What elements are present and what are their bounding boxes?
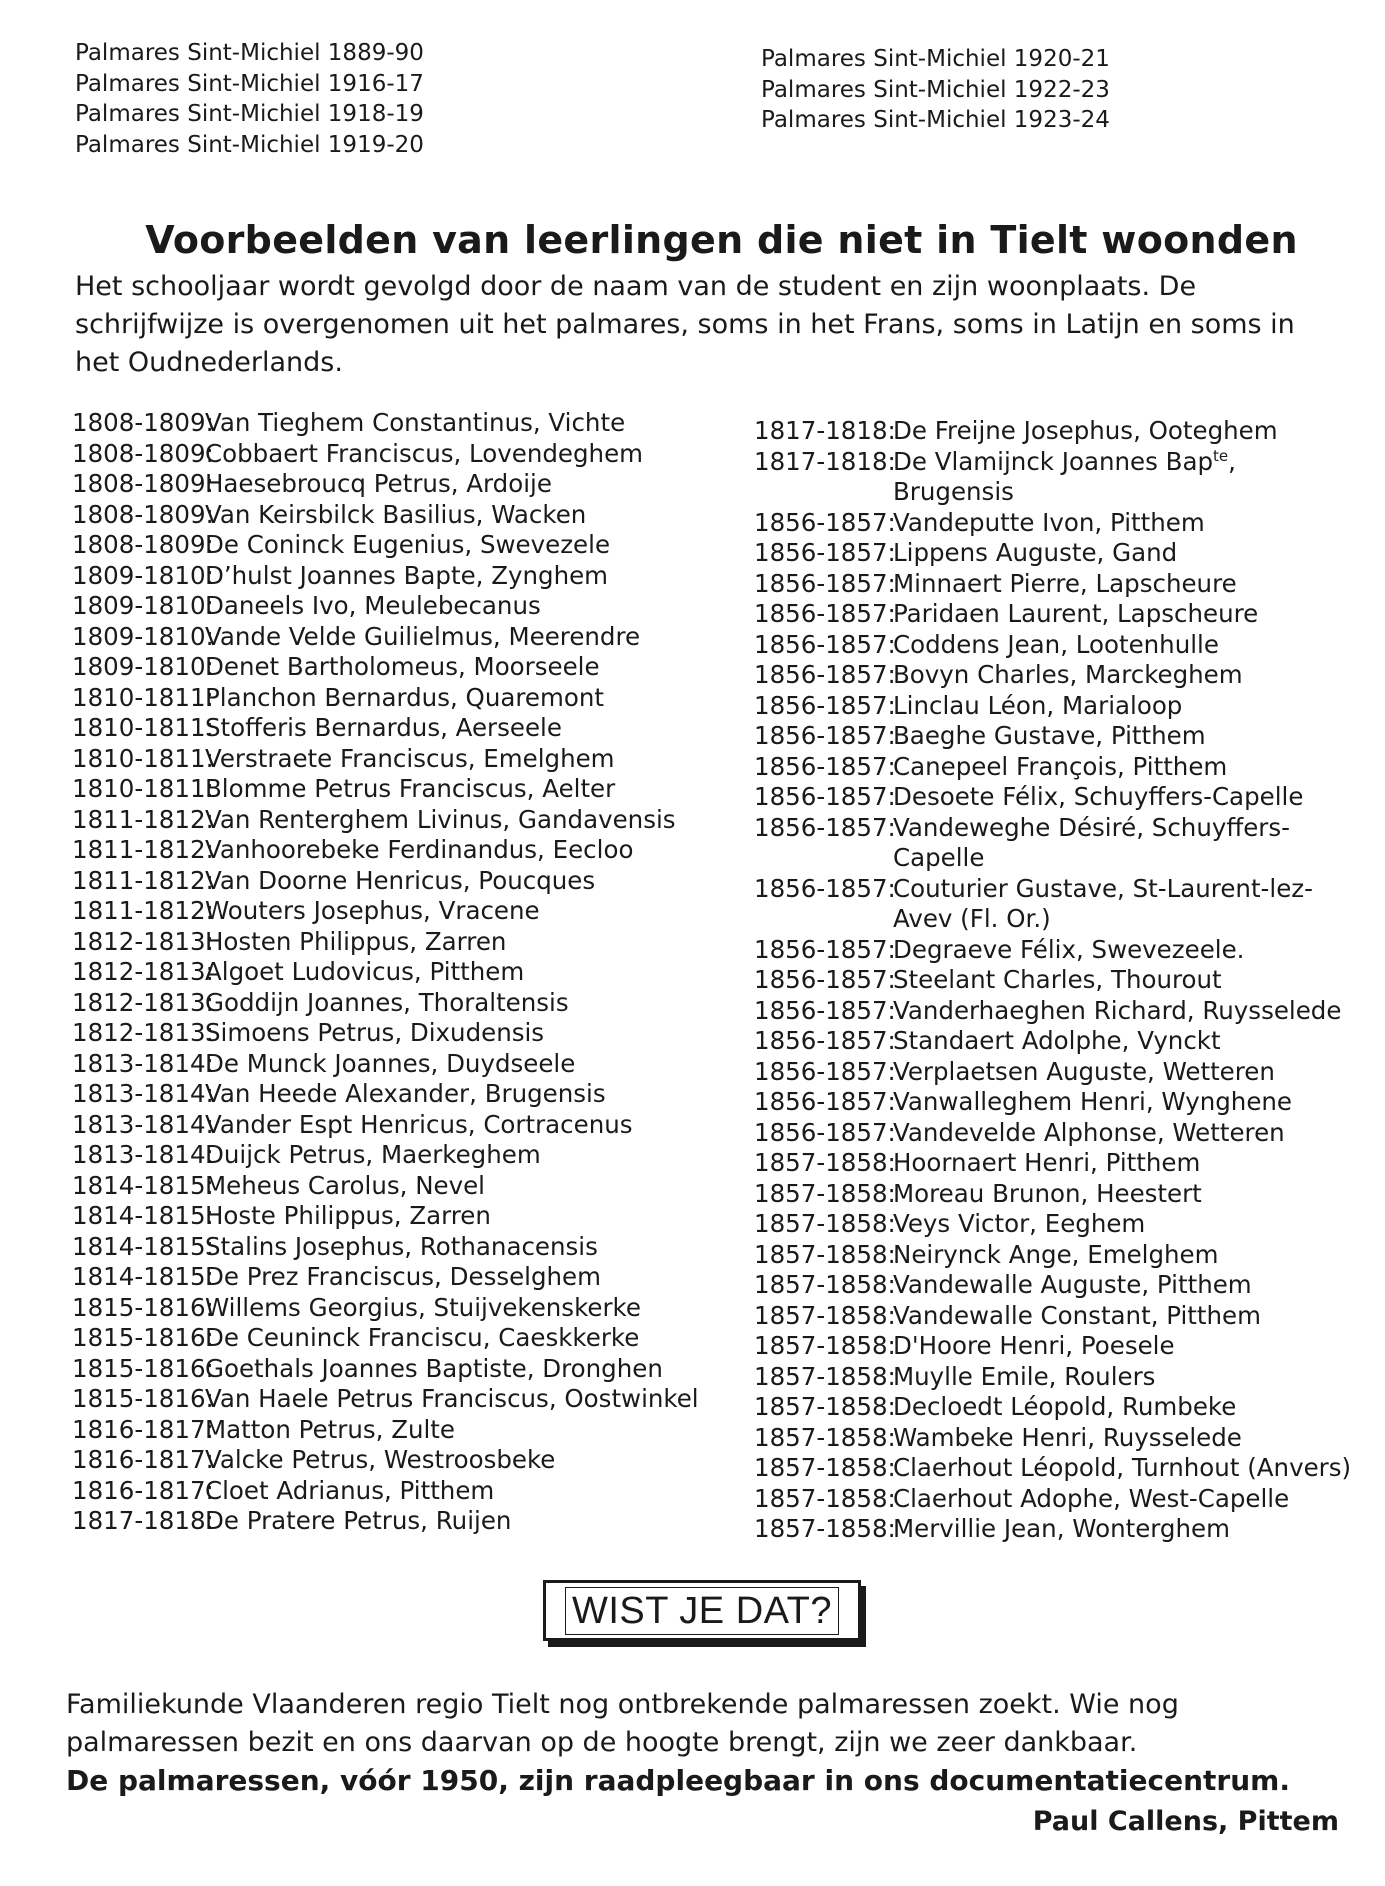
student-name-place: Neirynck Ange, Emelghem <box>893 1239 1219 1269</box>
student-entry <box>754 660 1354 691</box>
school-year: 1856-1857: <box>754 1117 896 1147</box>
student-entry <box>754 1453 1354 1484</box>
school-year: 1857-1858: <box>754 1422 896 1452</box>
student-entry <box>754 1026 1354 1057</box>
student-name-place: De Vlamijnck Joannes Bap$^{te}$, Brugensis <box>893 446 1236 506</box>
school-year: 1817-1818: <box>754 446 896 476</box>
student-name-place: Willems Georgius, Stuijvekenskerke <box>205 1292 641 1322</box>
student-name-place: D'Hoore Henri, Poesele <box>893 1331 1175 1360</box>
student-entry <box>754 1179 1354 1210</box>
school-year: 1857-1858: <box>754 1483 896 1513</box>
school-year: 1857-1858: <box>754 1331 896 1360</box>
school-year: 1815-1816: <box>72 1353 214 1383</box>
school-year: 1812-1813: <box>72 1018 214 1047</box>
school-year: 1813-1814: <box>72 1140 214 1169</box>
student-name-place: Van Haele Petrus Franciscus, Oostwinkel <box>205 1384 699 1413</box>
school-year: 1812-1813: <box>72 957 214 986</box>
school-year: 1813-1814: <box>72 1079 214 1108</box>
student-entry <box>72 652 712 683</box>
school-year: 1811-1812: <box>72 896 214 925</box>
student-name-place: Vandewalle Constant, Pitthem <box>893 1300 1261 1330</box>
student-entry <box>72 866 712 897</box>
student-name-place: Wambeke Henri, Ruysselede <box>893 1422 1242 1452</box>
student-name-place: De Pratere Petrus, Ruijen <box>205 1506 512 1535</box>
palmares-list-right <box>761 44 1110 136</box>
student-name-place: Canepeel François, Pitthem <box>893 751 1228 781</box>
school-year: 1856-1857: <box>754 873 896 903</box>
student-name-place: Goddijn Joannes, Thoraltensis <box>205 987 569 1017</box>
intro-paragraph: Het schooljaar wordt gevolgd door de naam van de student en zijn woonplaats. De schrijfwijze is overgenomen uit het palmares, soms in het Frans, soms in Latijn en soms in het Oudnederlands. <box>75 271 1295 378</box>
palmares-link[interactable]: Palmares Sint-Michiel 1920-21 <box>761 46 1110 72</box>
student-name-place: Vanderhaeghen Richard, Ruysselede <box>893 995 1342 1025</box>
student-entry <box>72 1293 712 1324</box>
students-list-right <box>754 416 1354 1545</box>
school-year: 1810-1811: <box>72 713 214 742</box>
student-entry <box>754 874 1354 935</box>
student-entry <box>72 1476 712 1507</box>
footer-bold-line: De palmaressen, vóór 1950, zijn raadpleegbaar in ons documentatiecentrum. <box>66 1764 1290 1797</box>
student-entry <box>72 1384 712 1415</box>
student-name-place: Vanwalleghem Henri, Wynghene <box>893 1087 1292 1116</box>
student-entry <box>754 1514 1354 1545</box>
school-year: 1812-1813: <box>72 926 214 956</box>
student-entry <box>72 1079 712 1110</box>
student-entry <box>72 896 712 927</box>
student-entry <box>754 782 1354 813</box>
student-entry <box>72 622 712 653</box>
student-entry <box>72 500 712 531</box>
school-year: 1857-1858: <box>754 1209 896 1238</box>
student-name-place: Valcke Petrus, Westroosbeke <box>205 1445 556 1474</box>
student-entry <box>72 1110 712 1141</box>
student-entry <box>754 1087 1354 1118</box>
school-year: 1857-1858: <box>754 1392 896 1421</box>
school-year: 1815-1816: <box>72 1323 214 1352</box>
school-year: 1856-1857: <box>754 599 896 628</box>
student-entry <box>754 935 1354 966</box>
school-year: 1857-1858: <box>754 1361 896 1391</box>
student-entry <box>72 805 712 836</box>
student-name-place: Baeghe Gustave, Pitthem <box>893 721 1206 750</box>
student-name-place: Standaert Adolphe, Vynckt <box>893 1026 1221 1055</box>
school-year: 1856-1857: <box>754 751 896 781</box>
student-entry <box>754 1301 1354 1332</box>
palmares-link[interactable]: Palmares Sint-Michiel 1916-17 <box>75 70 424 97</box>
school-year: 1816-1817: <box>72 1445 214 1474</box>
school-year: 1815-1816: <box>72 1292 214 1322</box>
student-name-place: Vande Velde Guilielmus, Meerendre <box>205 621 641 651</box>
palmares-link[interactable]: Palmares Sint-Michiel 1923-24 <box>761 107 1110 133</box>
student-entry <box>754 1423 1354 1454</box>
student-name-place: Vander Espt Henricus, Cortracenus <box>205 1109 633 1139</box>
student-entry <box>754 1240 1354 1271</box>
student-entry <box>754 1118 1354 1149</box>
school-year: 1809-1810: <box>72 591 214 620</box>
student-name-place: Planchon Bernardus, Quaremont <box>205 682 604 712</box>
school-year: 1856-1857: <box>754 690 896 720</box>
school-year: 1814-1815: <box>72 1201 214 1230</box>
school-year: 1814-1815: <box>72 1262 214 1291</box>
school-year: 1815-1816: <box>72 1384 214 1413</box>
student-name-place: Hoste Philippus, Zarren <box>205 1201 491 1230</box>
student-entry <box>754 1057 1354 1088</box>
student-entry <box>72 408 712 439</box>
student-name-place: Paridaen Laurent, Lapscheure <box>893 599 1259 628</box>
student-name-place: Bovyn Charles, Marckeghem <box>893 660 1243 689</box>
school-year: 1808-1809: <box>72 469 214 498</box>
school-year: 1810-1811: <box>72 743 214 773</box>
student-name-place: Claerhout Léopold, Turnhout (Anvers) <box>893 1453 1352 1482</box>
student-name-place: Hoornaert Henri, Pitthem <box>893 1148 1201 1177</box>
school-year: 1857-1858: <box>754 1514 896 1543</box>
student-entry <box>754 752 1354 783</box>
student-name-place: Daneels Ivo, Meulebecanus <box>205 591 541 620</box>
school-year: 1817-1818: <box>72 1506 214 1535</box>
student-name-place: Steelant Charles, Thourout <box>893 965 1222 994</box>
student-entry <box>72 774 712 805</box>
student-name-place: Verstraete Franciscus, Emelghem <box>205 743 615 773</box>
student-name-place: Algoet Ludovicus, Pitthem <box>205 957 525 986</box>
student-name-place: Desoete Félix, Schuyffers-Capelle <box>893 782 1304 811</box>
student-name-place: Haesebroucq Petrus, Ardoije <box>205 469 552 498</box>
school-year: 1856-1857: <box>754 782 896 811</box>
student-name-place: Matton Petrus, Zulte <box>205 1414 455 1444</box>
student-entry <box>72 1049 712 1080</box>
school-year: 1856-1857: <box>754 812 896 842</box>
school-year: 1857-1858: <box>754 1239 896 1269</box>
student-entry <box>754 508 1354 539</box>
student-name-place: Van Tieghem Constantinus, Vichte <box>205 408 626 437</box>
student-name-place: De Freijne Josephus, Ooteghem <box>893 416 1278 445</box>
school-year: 1808-1809: <box>72 408 214 437</box>
student-entry <box>72 1354 712 1385</box>
school-year: 1812-1813: <box>72 987 214 1017</box>
student-name-place: Vandewalle Auguste, Pitthem <box>893 1270 1252 1299</box>
palmares-link[interactable]: Palmares Sint-Michiel 1918-19 <box>75 101 424 127</box>
student-entry <box>754 1209 1354 1240</box>
student-entry <box>754 538 1354 569</box>
footer-text <box>66 1686 1346 1800</box>
student-name-place: De Munck Joannes, Duydseele <box>205 1048 576 1078</box>
school-year: 1856-1857: <box>754 1026 896 1055</box>
student-name-place: De Ceuninck Franciscu, Caeskkerke <box>205 1323 640 1352</box>
student-entry <box>72 1506 712 1537</box>
school-year: 1857-1858: <box>754 1300 896 1330</box>
student-entry <box>72 1415 712 1446</box>
student-entry <box>754 599 1354 630</box>
student-entry <box>72 1201 712 1232</box>
student-name-place: De Coninck Eugenius, Swevezele <box>205 530 611 559</box>
page-title: Voorbeelden van leerlingen die niet in Tielt woonden <box>145 218 1298 262</box>
school-year: 1808-1809: <box>72 438 214 468</box>
student-entry <box>754 721 1354 752</box>
student-name-place: Decloedt Léopold, Rumbeke <box>893 1392 1237 1421</box>
student-entry <box>72 469 712 500</box>
student-entry <box>72 561 712 592</box>
student-name-place: Simoens Petrus, Dixudensis <box>205 1018 545 1047</box>
student-name-place: Minnaert Pierre, Lapscheure <box>893 568 1237 598</box>
school-year: 1810-1811: <box>72 682 214 712</box>
student-name-place: Coddens Jean, Lootenhulle <box>893 629 1219 659</box>
student-name-place: Van Renterghem Livinus, Gandavensis <box>205 804 676 834</box>
school-year: 1857-1858: <box>754 1453 896 1482</box>
student-entry <box>754 1270 1354 1301</box>
wist-je-dat-box <box>543 1580 861 1641</box>
school-year: 1808-1809: <box>72 499 214 529</box>
student-name-place: Couturier Gustave, St-Laurent-lez-Avev (Fl. Or.) <box>893 873 1313 933</box>
student-name-place: Vandeputte Ivon, Pitthem <box>893 507 1205 537</box>
school-year: 1809-1810: <box>72 652 214 681</box>
student-name-place: Vandeweghe Désiré, Schuyffers-Capelle <box>893 812 1290 872</box>
student-entry <box>754 965 1354 996</box>
student-name-place: Degraeve Félix, Swevezeele. <box>893 934 1245 964</box>
student-name-place: Stofferis Bernardus, Aerseele <box>205 713 562 742</box>
palmares-link[interactable]: Palmares Sint-Michiel 1889-90 <box>75 40 424 66</box>
student-name-place: Moreau Brunon, Heestert <box>893 1178 1202 1208</box>
student-entry <box>754 416 1354 447</box>
student-entry <box>72 1171 712 1202</box>
student-name-place: Linclau Léon, Marialoop <box>893 690 1183 720</box>
student-name-place: Goethals Joannes Baptiste, Dronghen <box>205 1353 663 1383</box>
student-entry <box>72 988 712 1019</box>
student-name-place: D’hulst Joannes Bapte, Zynghem <box>205 560 609 590</box>
student-entry <box>72 530 712 561</box>
school-year: 1856-1857: <box>754 934 896 964</box>
school-year: 1810-1811: <box>72 774 214 803</box>
school-year: 1813-1814: <box>72 1109 214 1139</box>
student-name-place: Duijck Petrus, Maerkeghem <box>205 1140 541 1169</box>
student-name-place: Vandevelde Alphonse, Wetteren <box>893 1117 1285 1147</box>
student-name-place: Meheus Carolus, Nevel <box>205 1170 485 1200</box>
student-entry <box>72 835 712 866</box>
student-entry <box>754 996 1354 1027</box>
school-year: 1856-1857: <box>754 538 896 567</box>
wist-je-dat-label: WIST JE DAT? <box>565 1587 839 1635</box>
school-year: 1809-1810: <box>72 560 214 590</box>
student-entry <box>72 591 712 622</box>
student-name-place: Van Doorne Henricus, Poucques <box>205 865 596 895</box>
school-year: 1857-1858: <box>754 1178 896 1208</box>
student-entry <box>754 691 1354 722</box>
school-year: 1856-1857: <box>754 1087 896 1116</box>
school-year: 1813-1814: <box>72 1048 214 1078</box>
student-entry <box>72 1018 712 1049</box>
student-entry <box>72 1232 712 1263</box>
student-entry <box>754 1148 1354 1179</box>
palmares-link[interactable]: Palmares Sint-Michiel 1919-20 <box>75 131 424 158</box>
student-entry <box>72 1445 712 1476</box>
student-entry <box>72 927 712 958</box>
student-entry <box>72 1262 712 1293</box>
student-name-place: Cloet Adrianus, Pitthem <box>205 1475 495 1505</box>
student-entry <box>754 569 1354 600</box>
student-entry <box>72 1140 712 1171</box>
school-year: 1856-1857: <box>754 995 896 1025</box>
school-year: 1856-1857: <box>754 660 896 689</box>
school-year: 1857-1858: <box>754 1148 896 1177</box>
school-year: 1856-1857: <box>754 965 896 994</box>
student-entry <box>72 744 712 775</box>
school-year: 1809-1810: <box>72 621 214 651</box>
student-name-place: Cobbaert Franciscus, Lovendeghem <box>205 438 644 468</box>
student-name-place: Hosten Philippus, Zarren <box>205 926 507 956</box>
student-entry <box>754 1362 1354 1393</box>
school-year: 1856-1857: <box>754 629 896 659</box>
student-entry <box>754 1484 1354 1515</box>
school-year: 1856-1857: <box>754 568 896 598</box>
signature: Paul Callens, Pittem <box>1032 1806 1339 1837</box>
student-entry <box>754 630 1354 661</box>
palmares-list-left <box>75 38 424 160</box>
student-name-place: De Prez Franciscus, Desselghem <box>205 1262 601 1291</box>
student-entry <box>72 439 712 470</box>
student-entry <box>72 713 712 744</box>
student-name-place: Verplaetsen Auguste, Wetteren <box>893 1056 1275 1086</box>
student-name-place: Denet Bartholomeus, Moorseele <box>205 652 600 681</box>
student-name-place: Muylle Emile, Roulers <box>893 1361 1156 1391</box>
school-year: 1811-1812: <box>72 835 214 864</box>
school-year: 1811-1812: <box>72 804 214 834</box>
student-entry <box>72 683 712 714</box>
school-year: 1856-1857: <box>754 721 896 750</box>
student-name-place: Wouters Josephus, Vracene <box>205 896 540 925</box>
school-year: 1857-1858: <box>754 1270 896 1299</box>
school-year: 1816-1817: <box>72 1414 214 1444</box>
school-year: 1856-1857: <box>754 507 896 537</box>
school-year: 1808-1809: <box>72 530 214 559</box>
school-year: 1816-1817: <box>72 1475 214 1505</box>
student-entry <box>754 1331 1354 1362</box>
school-year: 1814-1815: <box>72 1170 214 1200</box>
student-name-place: Van Keirsbilck Basilius, Wacken <box>205 499 587 529</box>
student-name-place: Veys Victor, Eeghem <box>893 1209 1146 1238</box>
student-name-place: Mervillie Jean, Wonterghem <box>893 1514 1230 1543</box>
student-name-place: Vanhoorebeke Ferdinandus, Eecloo <box>205 835 634 864</box>
student-name-place: Claerhout Adophe, West-Capelle <box>893 1483 1290 1513</box>
student-name-place: Blomme Petrus Franciscus, Aelter <box>205 774 616 803</box>
students-list-left <box>72 408 712 1537</box>
student-entry <box>72 957 712 988</box>
school-year: 1811-1812: <box>72 865 214 895</box>
student-entry <box>754 447 1354 508</box>
school-year: 1856-1857: <box>754 1056 896 1086</box>
palmares-link[interactable]: Palmares Sint-Michiel 1922-23 <box>761 76 1110 103</box>
student-entry <box>72 1323 712 1354</box>
school-year: 1814-1815: <box>72 1231 214 1261</box>
student-name-place: Lippens Auguste, Gand <box>893 538 1178 567</box>
school-year: 1817-1818: <box>754 416 896 445</box>
student-name-place: Stalins Josephus, Rothanacensis <box>205 1231 598 1261</box>
student-entry <box>754 1392 1354 1423</box>
student-entry <box>754 813 1354 874</box>
footer-paragraph: Familiekunde Vlaanderen regio Tielt nog ontbrekende palmaressen zoekt. Wie nog palmaressen bezit en ons daarvan op de hoogte brengt, zijn we zeer dankbaar. <box>66 1689 1179 1758</box>
student-name-place: Van Heede Alexander, Brugensis <box>205 1079 606 1108</box>
